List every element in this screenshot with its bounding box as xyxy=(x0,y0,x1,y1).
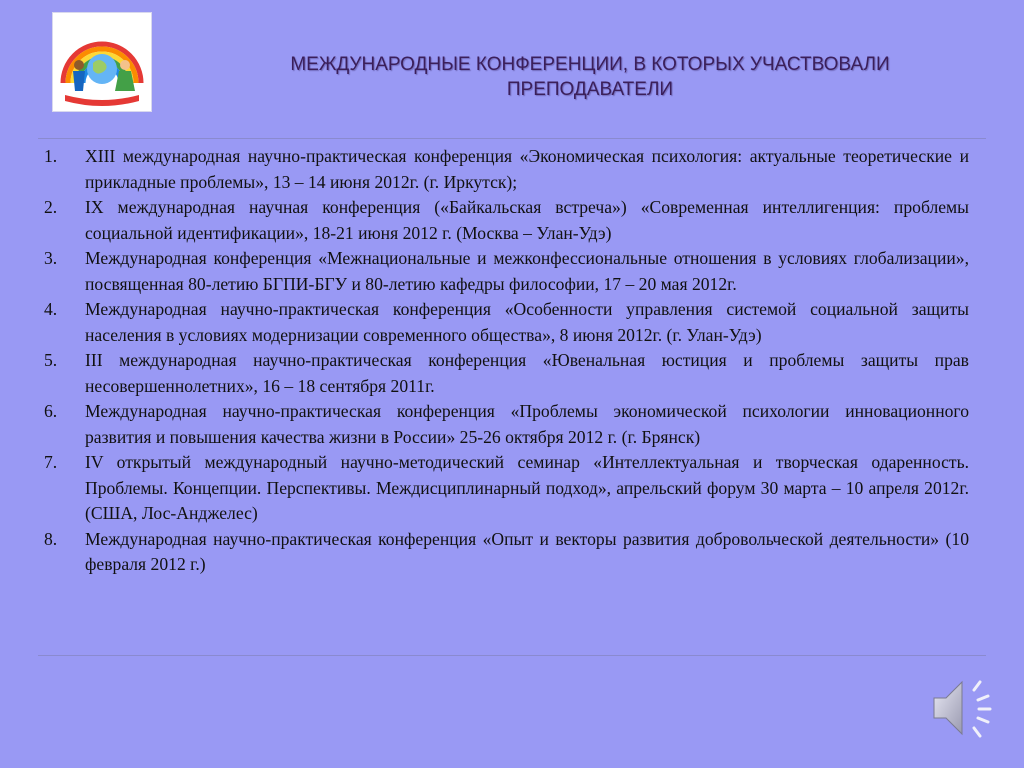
item-number: 5. xyxy=(44,350,58,370)
divider-bottom xyxy=(38,655,986,656)
item-number: 4. xyxy=(44,299,58,319)
title-line-1: МЕЖДУНАРОДНЫЕ КОНФЕРЕНЦИИ, В КОТОРЫХ УЧАСТВОВАЛИ xyxy=(290,54,890,75)
page-title xyxy=(230,52,950,102)
list-item xyxy=(44,195,969,246)
rainbow-globe-logo-icon xyxy=(53,13,151,111)
list-item xyxy=(44,348,969,399)
item-text: IV открытый международный научно-методический семинар «Интеллектуальная и творческая одаренность. Проблемы. Концепции. Перспективы. Междисциплинарный подход», апрельский форум 30 марта – 10 апреля 2012г. (США, Лос-Анджелес) xyxy=(85,452,969,523)
title-line-2: ПРЕПОДАВАТЕЛИ xyxy=(506,79,674,100)
item-number: 2. xyxy=(44,197,58,217)
item-number: 8. xyxy=(44,528,58,549)
list-item xyxy=(44,297,969,348)
list-item xyxy=(44,527,969,578)
list-item xyxy=(44,450,969,527)
list-item xyxy=(44,246,969,297)
speaker-icon[interactable] xyxy=(930,676,1000,740)
item-number: 3. xyxy=(44,248,58,268)
item-number: 7. xyxy=(44,452,58,472)
conference-list xyxy=(44,144,969,578)
item-number: 6. xyxy=(44,401,58,421)
divider-top xyxy=(38,138,986,139)
item-text: IX международная научная конференция («Байкальская встреча») «Современная интеллигенция: проблемы социальной идентификации», 18-21 июня 2012 г. (Москва – Улан-Удэ) xyxy=(85,197,969,243)
logo xyxy=(52,12,152,112)
item-text: Международная конференция «Межнациональные и межконфессиональные отношения в условиях глобализации», посвященная 80-летию БГПИ-БГУ и 80-летию кафедры философии, 17 – 20 мая 2012г. xyxy=(85,248,969,294)
list-item xyxy=(44,144,969,195)
item-text: XIII международная научно-практическая конференция «Экономическая психология: актуальные теоретические и прикладные проблемы», 13 – 14 июня 2012г. (г. Иркутск); xyxy=(85,146,969,192)
item-text: Международная научно-практическая конференция «Опыт и векторы развития добровольческой деятельности» (10 февраля 2012 г.) xyxy=(85,528,969,574)
item-text: Международная научно-практическая конференция «Особенности управления системой социальной защиты населения в условиях модернизации современного общества», 8 июня 2012г. (г. Улан-Удэ) xyxy=(85,299,969,345)
item-text: Международная научно-практическая конференция «Проблемы экономической психологии инновационного развития и повышения качества жизни в России» 25-26 октября 2012 г. (г. Брянск) xyxy=(85,401,969,447)
item-number: 1. xyxy=(44,146,58,166)
item-text: III международная научно-практическая конференция «Ювенальная юстиция и проблемы защиты прав несовершеннолетних», 16 – 18 сентября 2011г. xyxy=(85,350,969,396)
list-item xyxy=(44,399,969,450)
